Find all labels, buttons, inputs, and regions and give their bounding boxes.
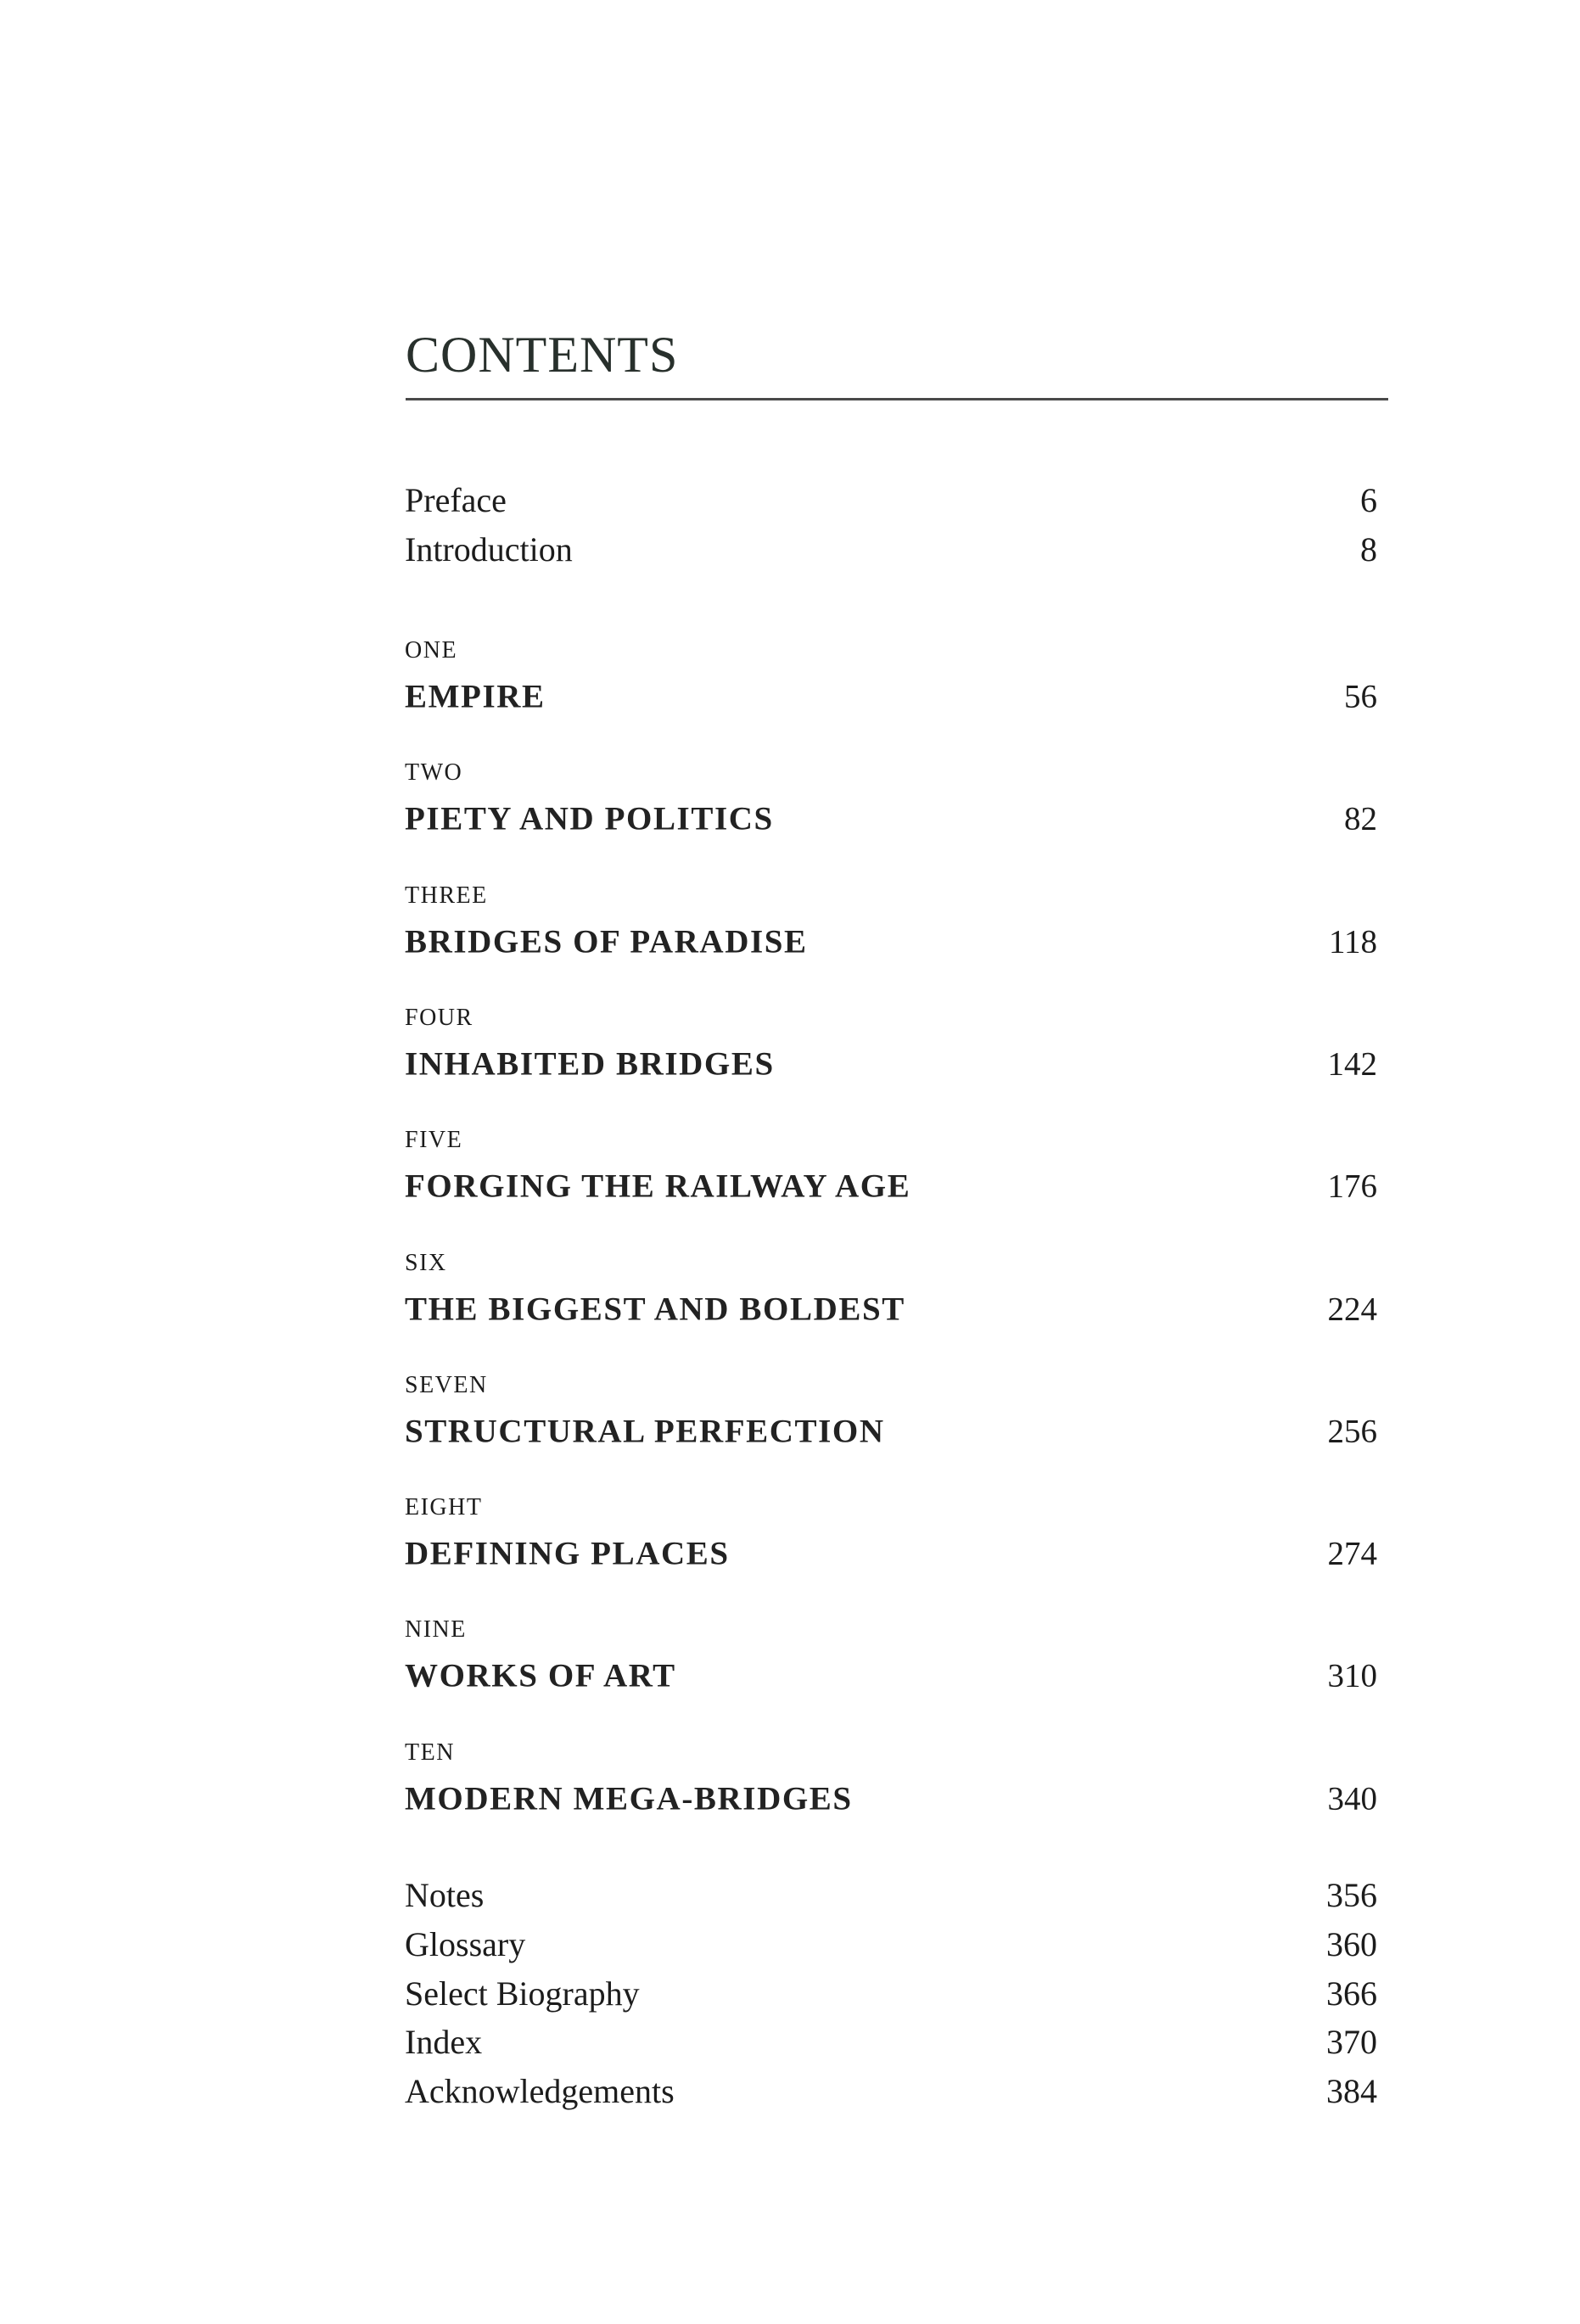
chapter-number-label: TWO (405, 759, 463, 787)
chapter-entry-page-number: 256 (1327, 1413, 1377, 1450)
toc-entry-label: Glossary (405, 1924, 526, 1963)
chapter-entry-label: EMPIRE (405, 678, 546, 715)
toc-entry-page-number: 370 (1326, 2023, 1377, 2062)
toc-entry-label: Introduction (405, 530, 573, 568)
chapter-number-label: FOUR (405, 1004, 473, 1031)
chapter-number-label: EIGHT (405, 1494, 483, 1521)
toc-entry-page-number: 356 (1326, 1876, 1377, 1914)
chapter-entry-label: WORKS OF ART (405, 1657, 676, 1694)
chapter-entry-page-number: 82 (1344, 800, 1377, 837)
toc-entry-label: Select Biography (405, 1974, 640, 2013)
chapter-entry-label: DEFINING PLACES (405, 1535, 730, 1572)
chapter-entry-page-number: 224 (1327, 1291, 1377, 1327)
toc-entry-page-number: 360 (1326, 1924, 1377, 1963)
chapter-number-label: TEN (405, 1739, 455, 1766)
chapter-entry-label: PIETY AND POLITICS (405, 800, 774, 837)
chapter-entry-page-number: 56 (1344, 678, 1377, 715)
title-divider (406, 398, 1388, 400)
toc-entry-page-number: 366 (1326, 1974, 1377, 2013)
chapter-number-label: ONE (405, 637, 458, 664)
chapter-entry-page-number: 274 (1327, 1535, 1377, 1572)
chapter-number-label: FIVE (405, 1127, 463, 1154)
toc-entry-label: Index (405, 2023, 483, 2062)
toc-entry-label: Notes (405, 1876, 485, 1914)
toc-entry-label: Acknowledgements (405, 2072, 675, 2111)
toc-entry-page-number: 384 (1326, 2072, 1377, 2111)
chapter-number-label: SIX (405, 1249, 447, 1276)
chapter-entry-page-number: 176 (1327, 1168, 1377, 1205)
chapter-entry-page-number: 340 (1327, 1780, 1377, 1817)
toc-entry-page-number: 6 (1360, 481, 1377, 519)
chapter-entry-label: MODERN MEGA-BRIDGES (405, 1780, 853, 1817)
toc-entry-label: Preface (405, 481, 507, 519)
page-title: CONTENTS (406, 327, 679, 383)
chapter-entry-label: FORGING THE RAILWAY AGE (405, 1168, 911, 1205)
chapter-number-label: NINE (405, 1616, 467, 1644)
chapter-entry-page-number: 142 (1327, 1045, 1377, 1083)
chapter-entry-label: INHABITED BRIDGES (405, 1045, 775, 1083)
toc-entry-page-number: 8 (1360, 530, 1377, 568)
chapter-entry-page-number: 310 (1327, 1657, 1377, 1694)
chapter-entry-page-number: 118 (1328, 923, 1377, 960)
chapter-number-label: THREE (405, 882, 488, 909)
chapter-number-label: SEVEN (405, 1371, 488, 1398)
chapter-entry-label: THE BIGGEST AND BOLDEST (405, 1291, 905, 1327)
chapter-entry-label: STRUCTURAL PERFECTION (405, 1413, 885, 1450)
chapter-entry-label: BRIDGES OF PARADISE (405, 923, 808, 960)
